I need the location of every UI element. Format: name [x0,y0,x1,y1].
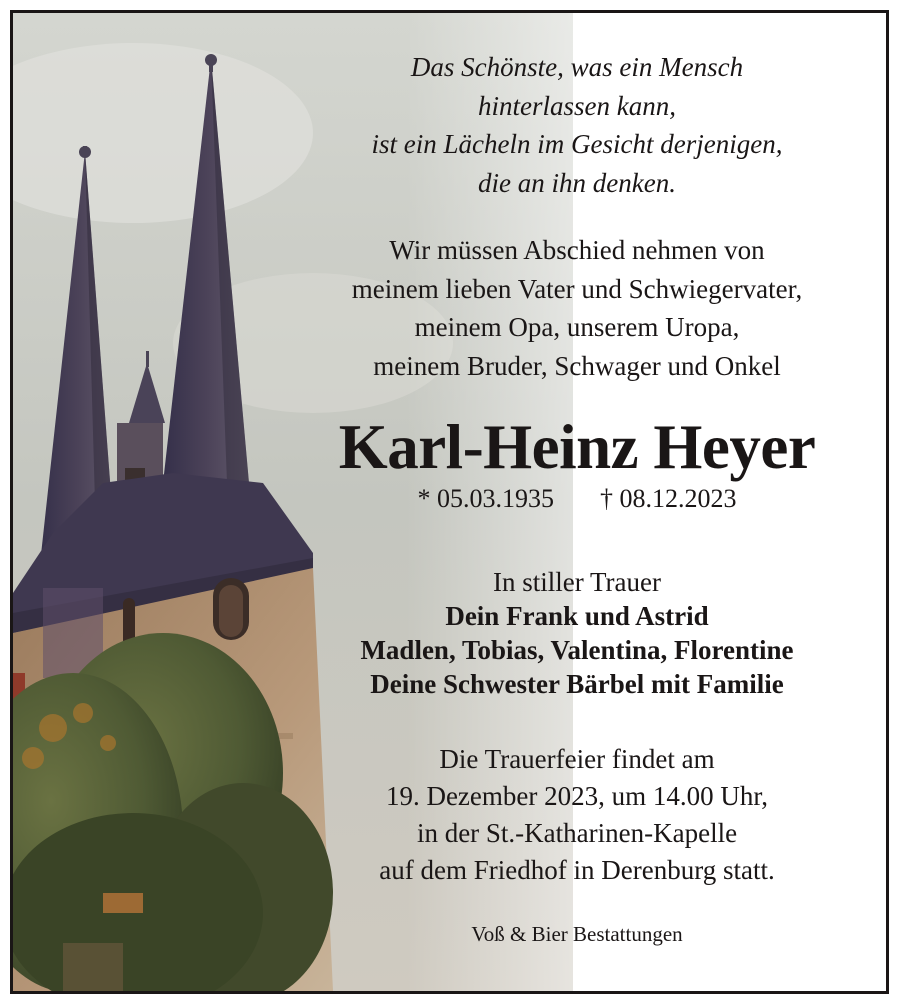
life-dates [273,482,881,516]
farewell-intro [273,231,881,385]
intro-line: meinem lieben Vater und Schwiegervater, [351,273,803,304]
birth-date: * 05.03.1935 [417,484,554,513]
service-line: auf dem Friedhof in Derenburg statt. [379,855,775,885]
intro-line: Wir müssen Abschied nehmen von [389,235,765,265]
mourner-line: Madlen, Tobias, Valentina, Florentine [360,635,794,665]
mourning-intro: In stiller Trauer [493,567,661,597]
obituary-notice [10,10,889,994]
quote-line: Das Schönste, was ein Mensch [410,52,744,82]
mourners-block [273,565,881,701]
service-line: in der St.-Katharinen-Kapelle [416,818,738,848]
mourner-line: Dein Frank und Astrid [445,601,709,631]
undertaker-name: Voß & Bier Bestattungen [471,922,683,946]
quote-line: ist ein Lächeln im Gesicht derjenigen, [371,129,783,159]
quote-line: hinterlassen kann, [478,90,676,121]
service-line: 19. Dezember 2023, um 14.00 Uhr, [385,781,769,811]
death-date: † 08.12.2023 [600,484,737,513]
service-line: Die Trauerfeier findet am [439,744,715,774]
mourner-line: Deine Schwester Bärbel mit Familie [370,669,784,699]
deceased-name: Karl-Heinz Heyer [338,412,816,482]
funeral-service-info [273,741,881,889]
intro-line: meinem Bruder, Schwager und Onkel [373,350,781,381]
quote-line: die an ihn denken. [478,167,676,198]
intro-line: meinem Opa, unserem Uropa, [414,312,740,342]
memorial-quote [273,48,881,202]
